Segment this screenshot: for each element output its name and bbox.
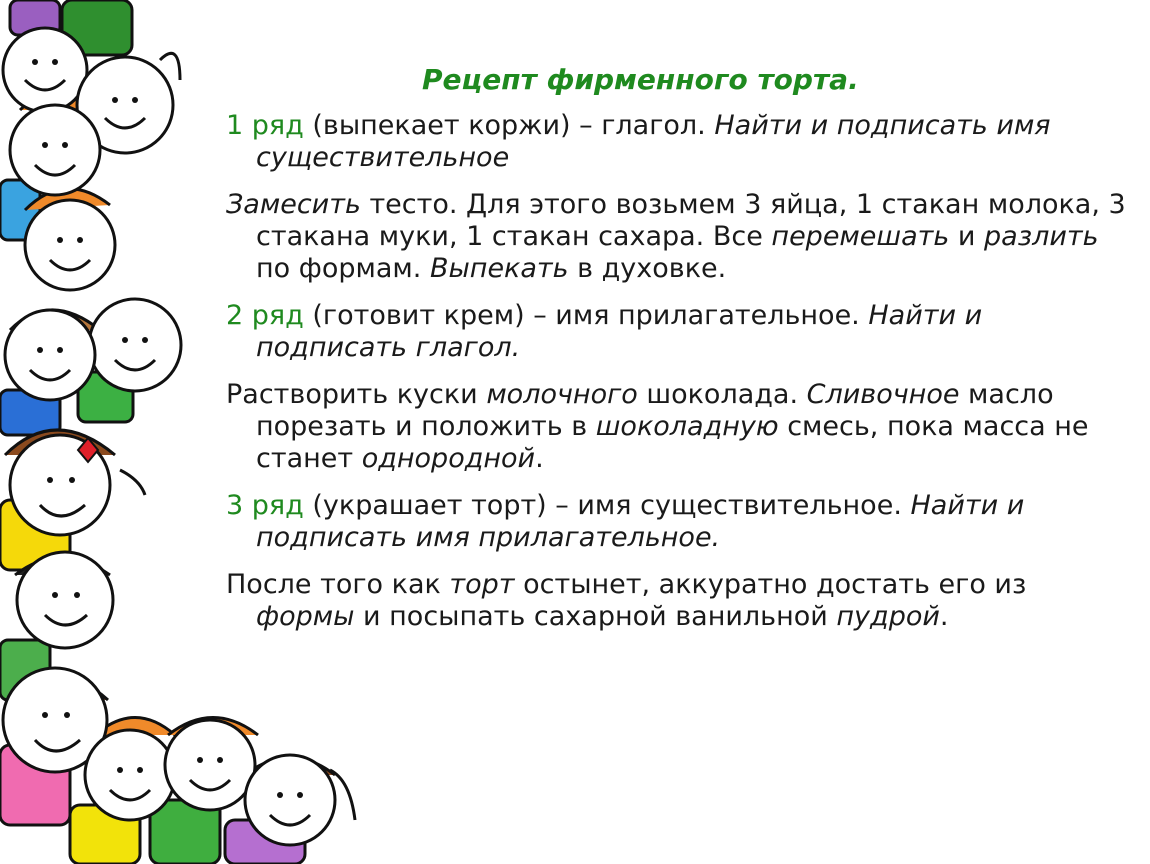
slide-title: Рецепт фирменного торта. [422, 63, 859, 96]
word-slivochnoe: Сливочное [806, 379, 960, 410]
recipe-step-3 [226, 569, 1126, 633]
step1-text-c: по формам. [256, 253, 430, 284]
word-peremeshat: перемешать [771, 221, 950, 252]
step3-text-a: После того как [226, 569, 450, 600]
row2-text: (готовит крем) – имя прилагательное. [303, 300, 869, 331]
word-zamesit: Замесить [226, 189, 361, 220]
step3-text-d: . [939, 601, 949, 632]
word-molochnogo: молочного [486, 379, 638, 410]
slide-content [226, 58, 1126, 648]
row1-task: Найти и подписать имя существительное [256, 110, 1051, 173]
word-pudroy: пудрой [836, 601, 940, 632]
word-razlit: разлить [984, 221, 1099, 252]
recipe-step-2 [226, 379, 1126, 475]
row1-text: (выпекает коржи) – глагол. [303, 110, 715, 141]
step2-text-e: . [535, 443, 544, 474]
step1-text-a: тесто. Для этого возьмем 3 яйца, 1 стакан молока, 3 стакана муки, 1 стакан сахара. Все [256, 189, 1126, 252]
row1-label: 1 ряд [226, 110, 304, 141]
step1-text-d: в духовке. [568, 253, 727, 284]
word-shokoladnuyu: шоколадную [595, 411, 779, 442]
step1-text-b: и [949, 221, 985, 252]
step2-text-a: Растворить куски [226, 379, 487, 410]
row2-label: 2 ряд [226, 300, 304, 331]
word-formy: формы [256, 601, 355, 632]
row2-task: Найти и подписать глагол. [256, 300, 983, 363]
recipe-step-1 [226, 189, 1126, 285]
word-odnorodnoy: однородной [361, 443, 536, 474]
step3-text-c: и посыпать сахарной ванильной [354, 601, 837, 632]
step2-text-c: масло порезать и положить в [256, 379, 1054, 442]
row3-task: Найти и подписать имя прилагательное. [256, 490, 1025, 553]
step2-text-d: смесь, пока масса не станет [256, 411, 1089, 474]
row2-instruction [226, 300, 1126, 364]
row1-instruction [226, 110, 1126, 174]
row3-instruction [226, 490, 1126, 554]
step3-text-b: остынет, аккуратно достать его из [514, 569, 1027, 600]
word-vypekat: Выпекать [429, 253, 569, 284]
step2-text-b: шоколада. [637, 379, 807, 410]
row3-label: 3 ряд [226, 490, 304, 521]
row3-text: (украшает торт) – имя существительное. [303, 490, 911, 521]
word-tort: торт [449, 569, 515, 600]
